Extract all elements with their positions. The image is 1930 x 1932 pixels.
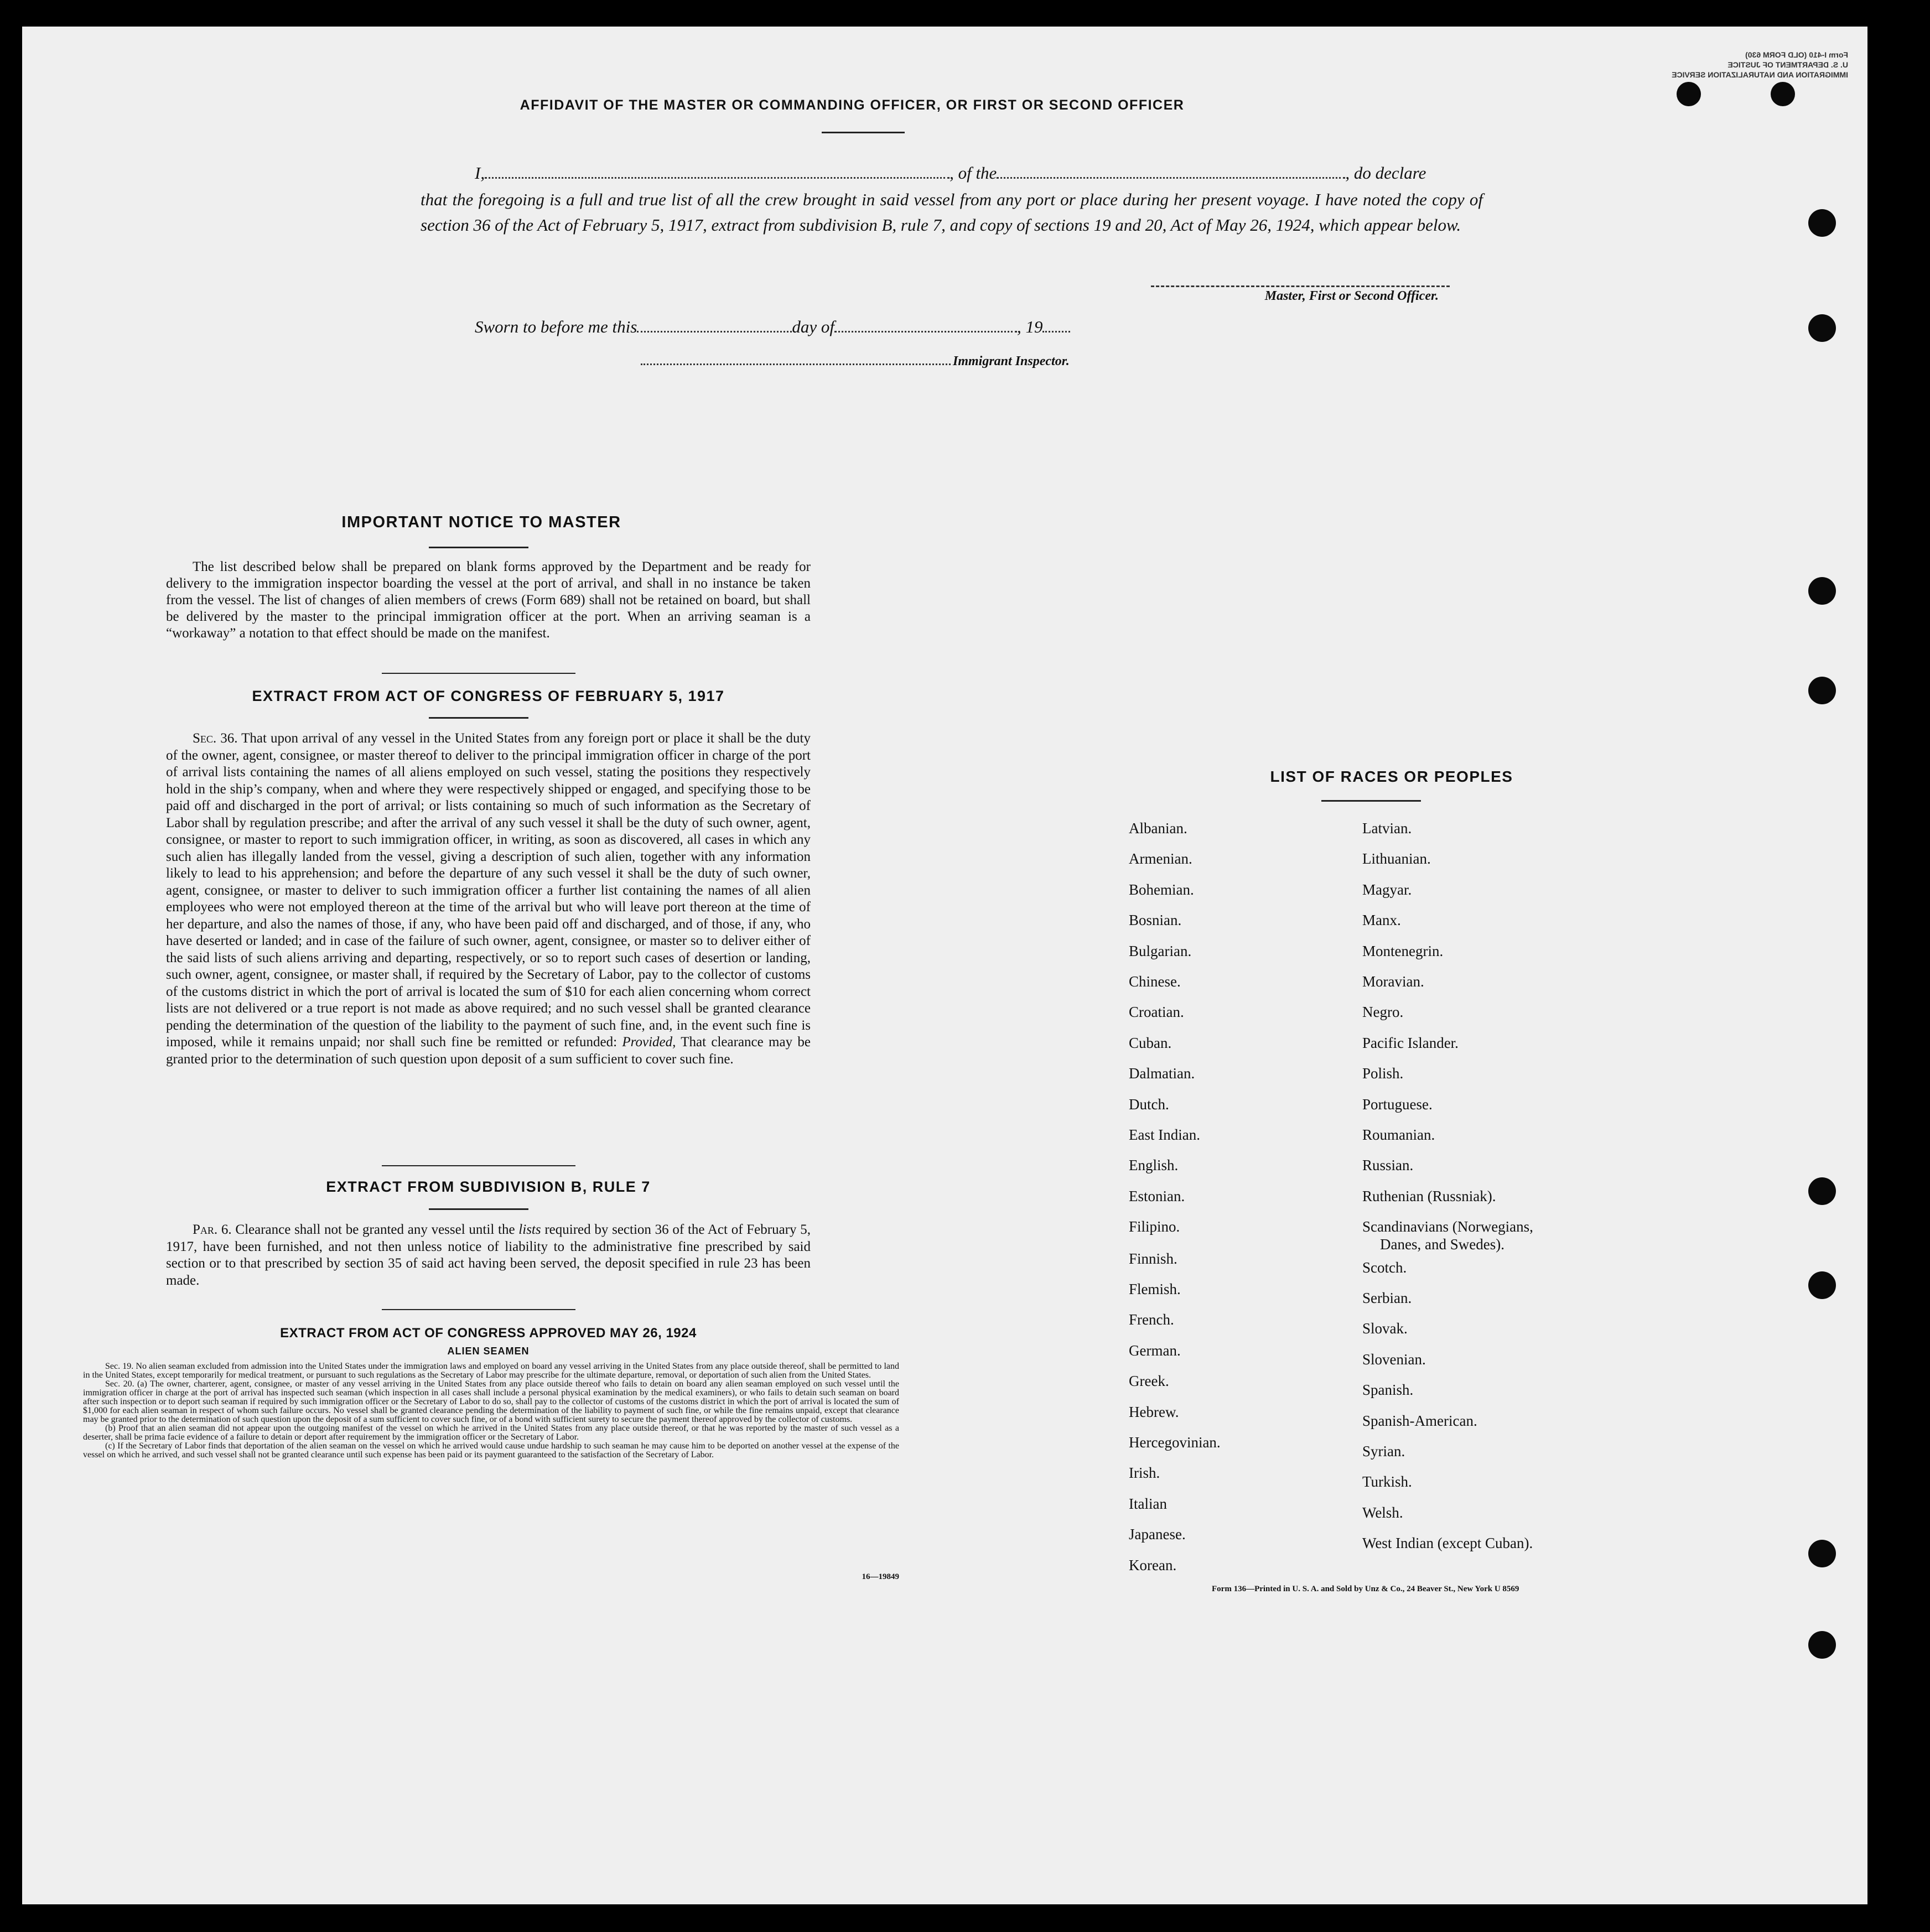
extract-1917-body [166, 730, 811, 1068]
lists-word: lists [518, 1222, 541, 1237]
race-item: Serbian. [1362, 1290, 1412, 1306]
extract-1924-body [83, 1362, 899, 1460]
par-6-text-b: required by section 36 of the Act of February 5, 1917, have been furnished, and not then unless notice of liability to the administrative fine prescribed by said section or to that prescribed by section 35 of said act having been served, the deposit specified in rule 23 has been made. [166, 1222, 811, 1288]
provided-word: Provided, [622, 1035, 676, 1050]
binder-hole [1808, 209, 1836, 237]
race-item: Montenegrin. [1362, 942, 1444, 959]
vessel-name-field[interactable] [997, 170, 1345, 179]
sworn-line [475, 314, 1194, 340]
section-divider [382, 673, 575, 674]
declarant-prefix: I, [475, 163, 485, 183]
extract-1917-rule [429, 717, 528, 719]
race-item: Finnish. [1129, 1250, 1177, 1267]
sec-19-text: Sec. 19. No alien seaman excluded from admission into the United States under the immigration laws and employed on board any vessel arriving in the United States from any place outside thereof, shall be permitted to land in the United States, except temporarily for medical treatment, or pursuant to such regulations as the Secretary of Labor may prescribe for the ultimate departure, removal, or deportation of such alien from the United States. [83, 1362, 899, 1380]
race-item: Spanish. [1362, 1382, 1414, 1399]
extract-rule7-body [166, 1222, 811, 1289]
race-item: Portuguese. [1362, 1095, 1433, 1113]
declaration-first-line [475, 160, 1482, 186]
race-item: Dutch. [1129, 1095, 1169, 1113]
par-6-text-a: Clearance shall not be granted any vessel until the [235, 1222, 515, 1237]
race-item: Turkish. [1362, 1473, 1412, 1490]
race-item: Albanian. [1129, 820, 1187, 837]
extract-rule7-title: EXTRACT FROM SUBDIVISION B, RULE 7 [326, 1178, 651, 1195]
race-item: English. [1129, 1157, 1179, 1174]
race-item: Scandinavians (Norwegians, [1362, 1218, 1533, 1235]
binder-hole [1808, 577, 1836, 605]
race-item: Slovak. [1362, 1320, 1408, 1337]
race-item: Bosnian. [1129, 912, 1182, 929]
stamp-line-1: Form I-410 (OLD FORM 630) [1745, 50, 1848, 59]
sec-20c-text: (c) If the Secretary of Labor finds that deportation of the alien seaman on the vessel on which he arrived would cause undue hardship to such seaman he may cause him to be deported on another vessel at the expense of the vessel on which he arrived, and such vessel shall not be granted clearance until such expense has been paid or its payment guaranteed to the satisfaction of the Secretary of Labor. [83, 1441, 899, 1460]
race-item: Japanese. [1129, 1526, 1186, 1543]
sec-36-text-end: That clearance may be granted prior to the determination of such question upon deposit of a sum sufficient to cover such fine. [166, 1035, 811, 1067]
sec-36-label: Sec. 36. [193, 731, 238, 746]
race-item: German. [1129, 1342, 1181, 1359]
race-item: Magyar. [1362, 881, 1412, 898]
race-item: Russian. [1362, 1157, 1414, 1174]
binder-hole [1808, 677, 1836, 704]
extract-rule7-rule [429, 1208, 528, 1210]
stamp-line-2: U. S. DEPARTMENT OF JUSTICE [1727, 60, 1848, 69]
form-page [22, 27, 1867, 1904]
declarant-name-field[interactable] [485, 170, 950, 179]
race-item: Lithuanian. [1362, 850, 1431, 868]
of-the-text: , of the [950, 163, 997, 183]
binder-hole [1808, 1631, 1836, 1659]
do-declare-text: , do declare [1345, 163, 1426, 183]
affidavit-title: AFFIDAVIT OF THE MASTER OR COMMANDING OFFICER, OR FIRST OR SECOND OFFICER [520, 97, 1185, 113]
race-item: French. [1129, 1311, 1174, 1328]
race-item: Chinese. [1129, 973, 1181, 990]
race-item: Latvian. [1362, 820, 1412, 837]
race-item: Estonian. [1129, 1187, 1185, 1204]
race-item: Danes, and Swedes). [1380, 1236, 1504, 1253]
race-item: Bulgarian. [1129, 942, 1192, 959]
race-item: Roumanian. [1362, 1126, 1435, 1143]
binder-hole [1677, 82, 1701, 106]
sworn-day-field[interactable] [637, 324, 792, 333]
officer-signature-label: Master, First or Second Officer. [1264, 289, 1439, 303]
race-item: Croatian. [1129, 1004, 1184, 1021]
race-item: Irish. [1129, 1464, 1160, 1482]
race-item: Dalmatian. [1129, 1065, 1195, 1082]
race-item: Moravian. [1362, 973, 1424, 990]
race-item: Welsh. [1362, 1504, 1403, 1521]
sec-20b-text: (b) Proof that an alien seaman did not appear upon the outgoing manifest of the vessel on which he arrived in the United States from any place outside thereof, or that he was reported by the master of such vessel as a deserter, shall be prima facie evidence of a failure to detain or deport after requirement by the immigration officer or the Secretary of Labor. [83, 1424, 899, 1442]
declaration-body: that the foregoing is a full and true list of all the crew brought in said vessel from any port or place during her present voyage. I have noted the copy of section 36 of the Act of February 5, 1917, extract from subdivision B, rule 7, and copy of sections 19 and 20, Act of May 26, 1924, which appear below. [421, 190, 1483, 235]
print-code: 16—19849 [862, 1572, 899, 1581]
race-item: Polish. [1362, 1065, 1404, 1082]
race-item: Armenian. [1129, 850, 1192, 868]
race-item: Slovenian. [1362, 1351, 1426, 1368]
notice-body: The list described below shall be prepared on blank forms approved by the Department and be ready for delivery to the immigration inspector boarding the vessel at the port of arrival, and shall in no instance be taken from the vessel. The list of changes of alien members of crews (Form 689) shall not be retained on board, but shall be delivered by the master to the principal immigration officer at the port. When an arriving seaman is a “workaway” a notation to that effect should be made on the manifest. [166, 559, 811, 641]
race-item: Spanish-American. [1362, 1412, 1477, 1429]
race-item: Manx. [1362, 912, 1401, 929]
races-title: LIST OF RACES OR PEOPLES [1270, 768, 1513, 785]
section-divider [382, 1309, 575, 1310]
day-of-text: day of [792, 317, 834, 336]
race-item: West Indian (except Cuban). [1362, 1535, 1533, 1552]
race-item: Filipino. [1129, 1218, 1180, 1235]
sworn-year-field[interactable] [1042, 324, 1070, 333]
extract-1924-subtitle: ALIEN SEAMEN [447, 1346, 530, 1357]
race-item: Cuban. [1129, 1034, 1172, 1051]
extract-1917-title: EXTRACT FROM ACT OF CONGRESS OF FEBRUARY 5, 1917 [252, 688, 725, 704]
binder-hole [1771, 82, 1795, 106]
notice-title-rule [429, 547, 528, 548]
race-item: Ruthenian (Russniak). [1362, 1187, 1496, 1204]
stamp-line-3: IMMIGRATION AND NATURALIZATION SERVICE [1672, 70, 1848, 79]
sworn-prefix: Sworn to before me this [475, 317, 637, 336]
sworn-month-field[interactable] [834, 324, 1017, 333]
year-prefix: , 19 [1016, 317, 1043, 336]
inspector-line [641, 354, 1139, 369]
inspector-label: Immigrant Inspector. [953, 354, 1070, 368]
binder-hole [1808, 1177, 1836, 1205]
mirrored-form-stamp [1610, 50, 1848, 80]
sec-36-text: That upon arrival of any vessel in the United States from any foreign port or place it shall be the duty of the owner, agent, consignee, or master thereof to deliver to the principal immigration officer in charge of the port of arrival lists containing the names of all aliens employed on such vessel, stating the positions they respectively hold in the ship’s company, when and where they were respectively shipped or engaged, and specifying those to be paid off and discharged in the port of arrival; or lists containing so much of such information as the Secretary of Labor shall by regulation prescribe; and after the arrival of any such vessel it shall be the duty of such owner, agent, consignee, or master to report to such immigration officer, in writing, as soon as discovered, all cases in which any such alien has illegally landed from the vessel, giving a description of such alien, together with any information likely to lead to his apprehension; and before the departure of any such vessel it shall be the duty of such owner, agent, consignee, or master to deliver to such immigration officer a further list containing the names of all alien employees who were not employed thereon at the time of the arrival but who will leave port thereon at the time of her departure, and also the names of those, if any, who have been paid off and discharged, and of those, if any, who have deserted or landed; and in case of the failure of such owner, agent, consignee, or master so to deliver either of the said lists of such aliens arriving and departing, respectively, or so to report such cases of desertion or landing, such owner, agent, consignee, or master shall, if required by the Secretary of Labor, pay to the collector of customs of the customs district in which the port of arrival is located the sum of $10 for each alien concerning whom correct lists are not delivered or a true report is not made as above required; and no such vessel shall be granted clearance pending the determination of the question of the liability to the payment of such fine, and, in the event such fine is imposed, while it remains unpaid; nor shall such fine be remitted or refunded: [166, 731, 811, 1050]
form-footer: Form 136—Printed in U. S. A. and Sold by Unz & Co., 24 Beaver St., New York U 8569 [1212, 1585, 1519, 1593]
extract-1924-title: EXTRACT FROM ACT OF CONGRESS APPROVED MAY 26, 1924 [280, 1326, 697, 1341]
officer-signature-line[interactable] [1151, 285, 1450, 287]
notice-title: IMPORTANT NOTICE TO MASTER [341, 513, 621, 531]
section-divider [382, 1165, 575, 1166]
binder-hole [1808, 314, 1836, 342]
race-item: East Indian. [1129, 1126, 1200, 1143]
race-item: Scotch. [1362, 1259, 1407, 1276]
race-item: Hercegovinian. [1129, 1434, 1221, 1451]
race-item: Pacific Islander. [1362, 1034, 1459, 1051]
sec-20a-text: Sec. 20. (a) The owner, charterer, agent, consignee, or master of any vessel arriving in the United States from any place outside thereof who fails to detain on board any alien seaman employed on such vessel until the immigration officer in charge at the port of arrival has inspected such seaman (which inspection in all cases shall include a personal physical examination by the medical examiners), or who fails to detain such seaman on board after such inspection or to deport such seaman if required by such immigration officer or the Secretary of Labor to do so, shall pay to the collector of customs of the customs district in which the port of arrival is located the sum of $1,000 for each alien seaman in respect of whom such failure occurs. No vessel shall be granted clearance pending the determination of the liability to payment of such fine, or while the fine remains unpaid, except that clearance may be granted prior to the determination of such question upon the deposit of a sum sufficient to cover such fine, or of a bond with sufficient surety to secure the payment thereof approved by the collector of customs. [83, 1379, 899, 1424]
race-item: Italian [1129, 1495, 1167, 1512]
binder-hole [1808, 1540, 1836, 1567]
races-title-rule [1321, 800, 1421, 802]
race-item: Hebrew. [1129, 1403, 1179, 1420]
par-6-label: Par. 6. [193, 1222, 232, 1237]
race-item: Korean. [1129, 1556, 1177, 1573]
race-item: Negro. [1362, 1004, 1404, 1021]
race-item: Bohemian. [1129, 881, 1194, 898]
race-item: Syrian. [1362, 1443, 1405, 1460]
binder-hole [1808, 1271, 1836, 1299]
inspector-signature-field[interactable] [641, 357, 951, 365]
race-item: Flemish. [1129, 1281, 1181, 1297]
race-item: Greek. [1129, 1373, 1169, 1390]
affidavit-title-rule [822, 132, 905, 133]
